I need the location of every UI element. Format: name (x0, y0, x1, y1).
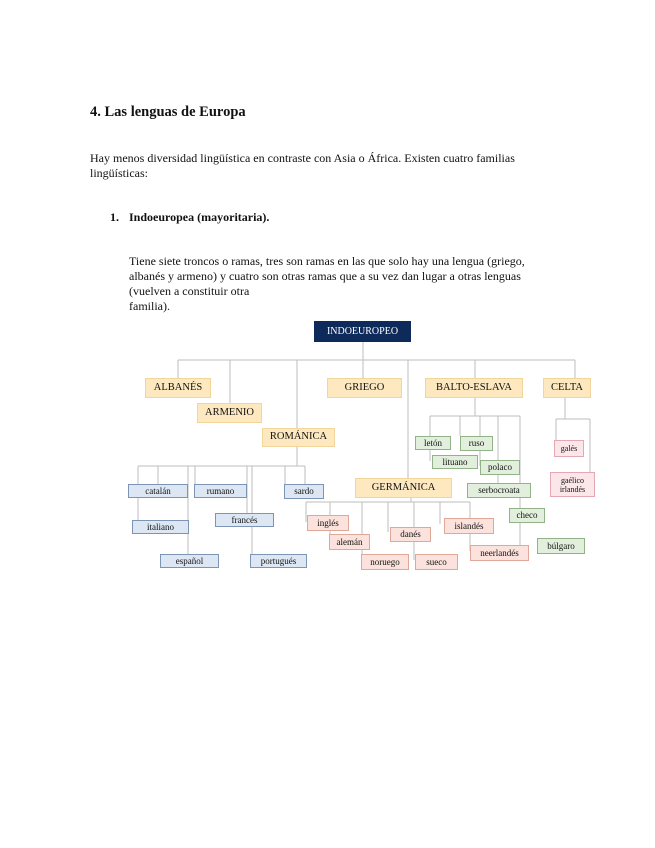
branch-romanica: ROMÁNICA (262, 428, 335, 447)
lang-leton: letón (415, 436, 451, 450)
lang-gaelico-line1: gaélico (560, 475, 585, 485)
lang-italiano: italiano (132, 520, 189, 534)
lang-noruego: noruego (361, 554, 409, 570)
description-line: Tiene siete troncos o ramas, tres son ramas en las que solo hay una lengua (griego, (129, 254, 525, 268)
lang-ingles: inglés (307, 515, 349, 531)
lang-gaelico-irlandes (550, 472, 595, 497)
lang-espanol: español (160, 554, 219, 568)
lang-neerlandes: neerlandés (470, 545, 529, 561)
lang-polaco: polaco (480, 460, 520, 475)
description-line: albanés y armeno) y cuatro son otras ramas que a su vez dan lugar a otras lenguas (129, 269, 521, 283)
list-number: 1. (110, 210, 119, 224)
lang-gales: galés (554, 440, 584, 457)
lang-sardo: sardo (284, 484, 324, 499)
lang-checo: checo (509, 508, 545, 523)
lang-portugues: portugués (250, 554, 307, 568)
lang-ruso: ruso (460, 436, 493, 451)
lang-danes: danés (390, 527, 431, 542)
lang-gaelico-line2: irlandés (559, 484, 586, 494)
lang-bulgaro: búlgaro (537, 538, 585, 554)
lang-islandes: islandés (444, 518, 494, 534)
branch-balto-eslava: BALTO-ESLAVA (425, 378, 523, 398)
lang-serbocroata: serbocroata (467, 483, 531, 498)
tree-root-indoeuropeo: INDOEUROPEO (314, 321, 411, 342)
branch-albanes: ALBANÉS (145, 378, 211, 398)
branch-griego: GRIEGO (327, 378, 402, 398)
lang-catalan: catalán (128, 484, 188, 498)
page-heading: 4. Las lenguas de Europa (90, 104, 246, 120)
lang-frances: francés (215, 513, 274, 527)
intro-paragraph: Hay menos diversidad lingüística en contraste con Asia o África. Existen cuatro familias lingüísticas: (90, 151, 515, 180)
lang-aleman: alemán (329, 534, 370, 550)
description-line: (vuelven a constituir otra (129, 284, 250, 298)
lang-rumano: rumano (194, 484, 247, 498)
branch-celta: CELTA (543, 378, 591, 398)
branch-germanica: GERMÁNICA (355, 478, 452, 498)
list-item-title: Indoeuropea (mayoritaria). (129, 210, 270, 224)
lang-sueco: sueco (415, 554, 458, 570)
branch-armenio: ARMENIO (197, 403, 262, 423)
description-line: familia). (129, 299, 170, 313)
lang-lituano: lituano (432, 455, 478, 469)
